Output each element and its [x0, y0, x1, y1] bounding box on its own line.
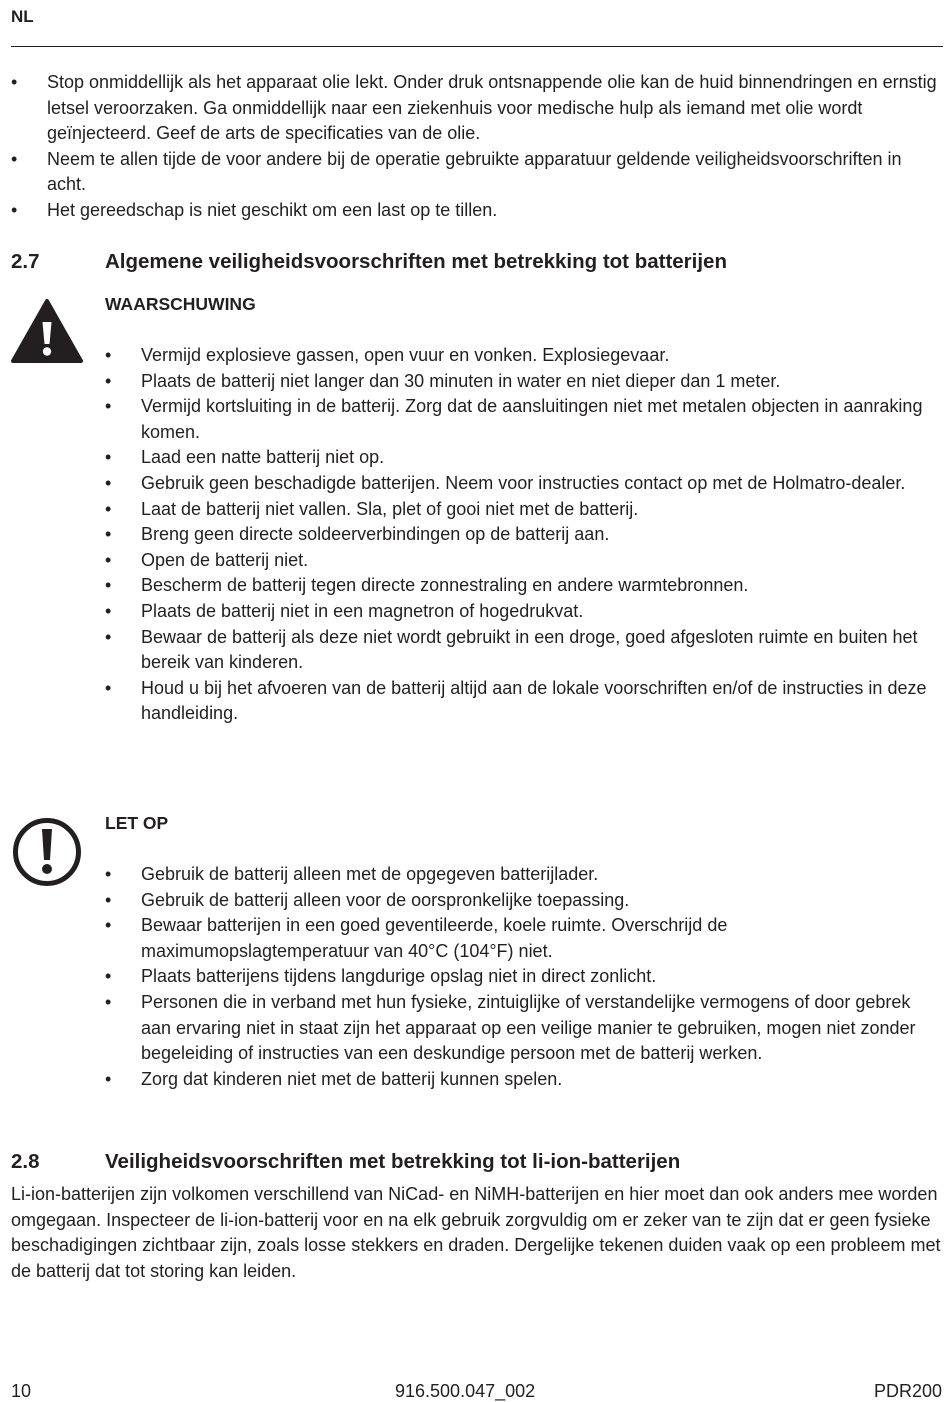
section-title: Algemene veiligheidsvoorschriften met betrekking tot batterijen	[105, 250, 727, 273]
list-item: • Neem te allen tijde de voor andere bij de operatie gebruikte apparatuur geldende veiligheidsvoorschriften in acht.	[11, 148, 902, 195]
warning-label: WAARSCHUWING	[105, 294, 256, 314]
list-item: • Breng geen directe soldeerverbindingen op de batterij aan.	[105, 524, 610, 545]
list-item: • Plaats de batterij niet langer dan 30 minuten in water en niet dieper dan 1 meter.	[105, 370, 781, 391]
page-number: 10	[11, 1381, 32, 1401]
list-item: • Bescherm de batterij tegen directe zonnestraling en andere warmtebronnen.	[105, 575, 749, 596]
warning-list	[105, 343, 941, 727]
product-name: PDR200	[873, 1381, 942, 1401]
list-item: • Bewaar de batterij als deze niet wordt gebruikt in een droge, goed afgesloten ruimte en buiten het bereik van kinderen.	[105, 626, 918, 673]
list-item: • Laat de batterij niet vallen. Sla, plet of gooi niet met de batterij.	[105, 498, 639, 519]
section-title: Veiligheidsvoorschriften met betrekking tot li-ion-batterijen	[105, 1150, 681, 1173]
section-number: 2.7	[11, 250, 40, 273]
list-item: • Personen die in verband met hun fysieke, zintuiglijke of verstandelijke vermogens of door gebrek aan ervaring niet in staat zijn het apparaat op een veilige manier te gebruiken, mogen niet zonder begeleiding of instructies van een deskundige persoon met de batterij werken.	[105, 991, 916, 1064]
list-item: • Het gereedschap is niet geschikt om een last op te tillen.	[11, 199, 498, 220]
list-item: • Open de batterij niet.	[105, 549, 309, 570]
list-item: • Plaats de batterij niet in een magnetron of hogedrukvat.	[105, 600, 584, 621]
list-item: • Gebruik de batterij alleen met de opgegeven batterijlader.	[105, 864, 599, 884]
list-item: • Vermijd kortsluiting in de batterij. Zorg dat de aansluitingen niet met metalen objecten in aanraking komen.	[105, 396, 923, 442]
warning-triangle-icon	[11, 298, 83, 364]
list-item: • Gebruik geen beschadigde batterijen. Neem voor instructies contact op met de Holmatro-dealer.	[105, 472, 906, 493]
list-item: • Houd u bij het afvoeren van de batterij altijd aan de lokale voorschriften en/of de instructies in deze handleiding.	[105, 677, 927, 724]
language-label: NL	[11, 7, 34, 26]
section-paragraph: Li-ion-batterijen zijn volkomen verschillend van NiCad- en NiMH-batterijen en hier moet dan ook anders mee worden omgegaan. Inspecteer de li-ion-batterij voor en na elk gebruik zorgvuldig om er zeker van te zijn dat er geen fysieke beschadigingen zichtbaar zijn, zoals losse stekkers en draden. Dergelijke tekenen duiden vaak op een probleem met de batterij dat tot storing kan leiden.	[11, 1184, 941, 1281]
header-divider	[11, 46, 943, 47]
list-item: • Plaats batterijens tijdens langdurige opslag niet in direct zonlicht.	[105, 966, 657, 987]
list-item: • Gebruik de batterij alleen voor de oorspronkelijke toepassing.	[105, 889, 630, 910]
exclamation-circle-icon	[11, 816, 83, 888]
document-number: 916.500.047_002	[395, 1381, 536, 1401]
list-item: • Stop onmiddellijk als het apparaat olie lekt. Onder druk ontsnappende olie kan de huid binnendringen en ernstig letsel veroorzaken. Ga onmiddellijk naar een ziekenhuis voor medische hulp als iemand met olie wordt geïnjecteerd. Geef de arts de specificaties van de olie.	[11, 72, 937, 144]
section-number: 2.8	[11, 1150, 40, 1173]
caution-list	[105, 862, 941, 1092]
list-item: • Bewaar batterijen in een goed geventileerde, koele ruimte. Overschrijd de maximumopslagtemperatuur van 40°C (104°F) niet.	[105, 915, 728, 961]
list-item: • Vermijd explosieve gassen, open vuur en vonken. Explosiegevaar.	[105, 345, 670, 365]
caution-label: LET OP	[105, 813, 169, 833]
intro-list	[11, 70, 937, 224]
list-item: • Zorg dat kinderen niet met de batterij kunnen spelen.	[105, 1068, 563, 1089]
list-item: • Laad een natte batterij niet op.	[105, 447, 385, 468]
